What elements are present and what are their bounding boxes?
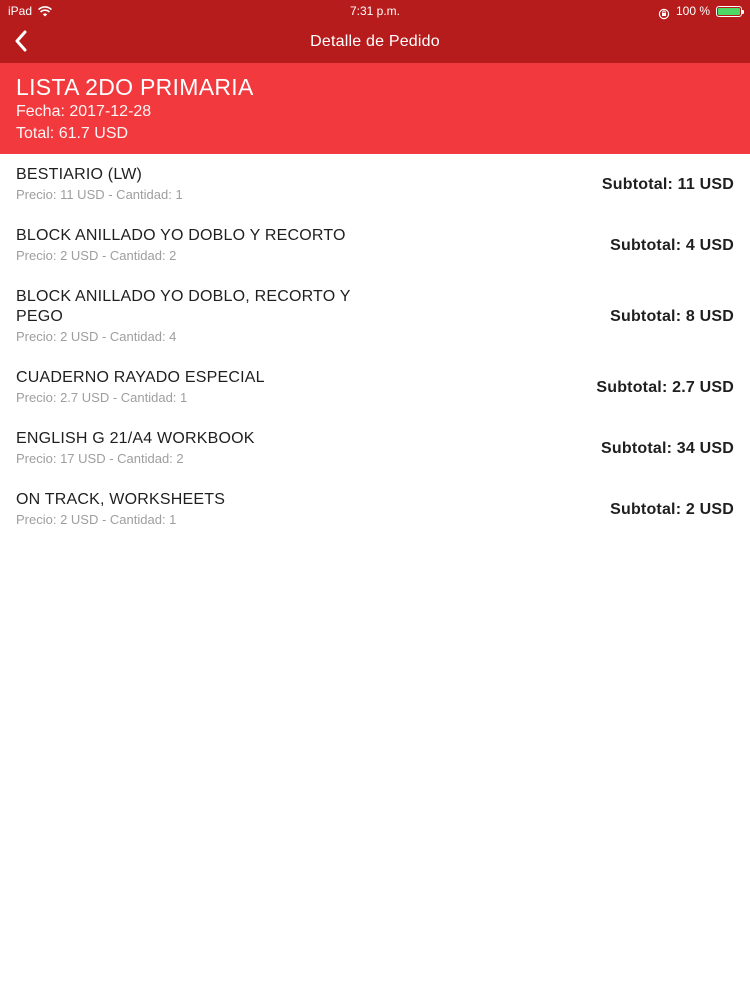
item-info xyxy=(16,226,386,265)
item-name: ENGLISH G 21/A4 WORKBOOK xyxy=(16,430,255,447)
item-subtotal: Subtotal: 11 USD xyxy=(601,175,734,193)
status-right xyxy=(658,0,742,22)
item-name: BLOCK ANILLADO YO DOBLO, RECORTO Y PEGO xyxy=(16,288,351,325)
item-info xyxy=(16,429,386,468)
battery-percent: 100 % xyxy=(675,4,710,18)
item-info xyxy=(16,287,386,346)
item-name: BLOCK ANILLADO YO DOBLO Y RECORTO xyxy=(16,227,346,244)
status-bar xyxy=(0,0,750,22)
list-item[interactable] xyxy=(0,357,750,418)
order-title: LISTA 2DO PRIMARIA xyxy=(16,74,254,100)
item-subtotal: Subtotal: 2 USD xyxy=(610,500,734,518)
rotation-lock-icon xyxy=(658,5,670,17)
order-total: Total: 61.7 USD xyxy=(16,125,129,142)
status-time: 7:31 p.m. xyxy=(349,4,401,18)
item-meta: Precio: 17 USD - Cantidad: 2 xyxy=(16,451,184,466)
battery-icon xyxy=(716,6,742,17)
item-name: ON TRACK, WORKSHEETS xyxy=(16,491,226,508)
page-title: Detalle de Pedido xyxy=(310,33,440,50)
item-name: CUADERNO RAYADO ESPECIAL xyxy=(16,369,265,386)
list-item[interactable] xyxy=(0,276,750,357)
navigation-bar xyxy=(0,22,750,63)
item-meta: Precio: 2 USD - Cantidad: 4 xyxy=(16,329,177,344)
item-info xyxy=(16,490,386,529)
item-subtotal: Subtotal: 4 USD xyxy=(610,236,734,254)
device-name: iPad xyxy=(8,4,33,18)
order-date: Fecha: 2017-12-28 xyxy=(16,103,152,120)
item-meta: Precio: 11 USD - Cantidad: 1 xyxy=(16,187,183,202)
item-info xyxy=(16,368,386,407)
item-subtotal: Subtotal: 34 USD xyxy=(601,439,734,457)
list-item[interactable] xyxy=(0,479,750,540)
list-item[interactable] xyxy=(0,154,750,215)
order-header xyxy=(0,63,750,154)
order-items-list xyxy=(0,154,750,540)
item-subtotal: Subtotal: 8 USD xyxy=(610,307,734,325)
list-item[interactable] xyxy=(0,418,750,479)
item-meta: Precio: 2 USD - Cantidad: 2 xyxy=(16,248,177,263)
item-info xyxy=(16,165,386,204)
battery-fill xyxy=(718,8,740,15)
item-meta: Precio: 2.7 USD - Cantidad: 1 xyxy=(16,390,188,405)
item-subtotal: Subtotal: 2.7 USD xyxy=(596,378,734,396)
item-meta: Precio: 2 USD - Cantidad: 1 xyxy=(16,512,177,527)
list-item[interactable] xyxy=(0,215,750,276)
top-bar xyxy=(0,0,750,63)
item-name: BESTIARIO (LW) xyxy=(16,166,143,183)
